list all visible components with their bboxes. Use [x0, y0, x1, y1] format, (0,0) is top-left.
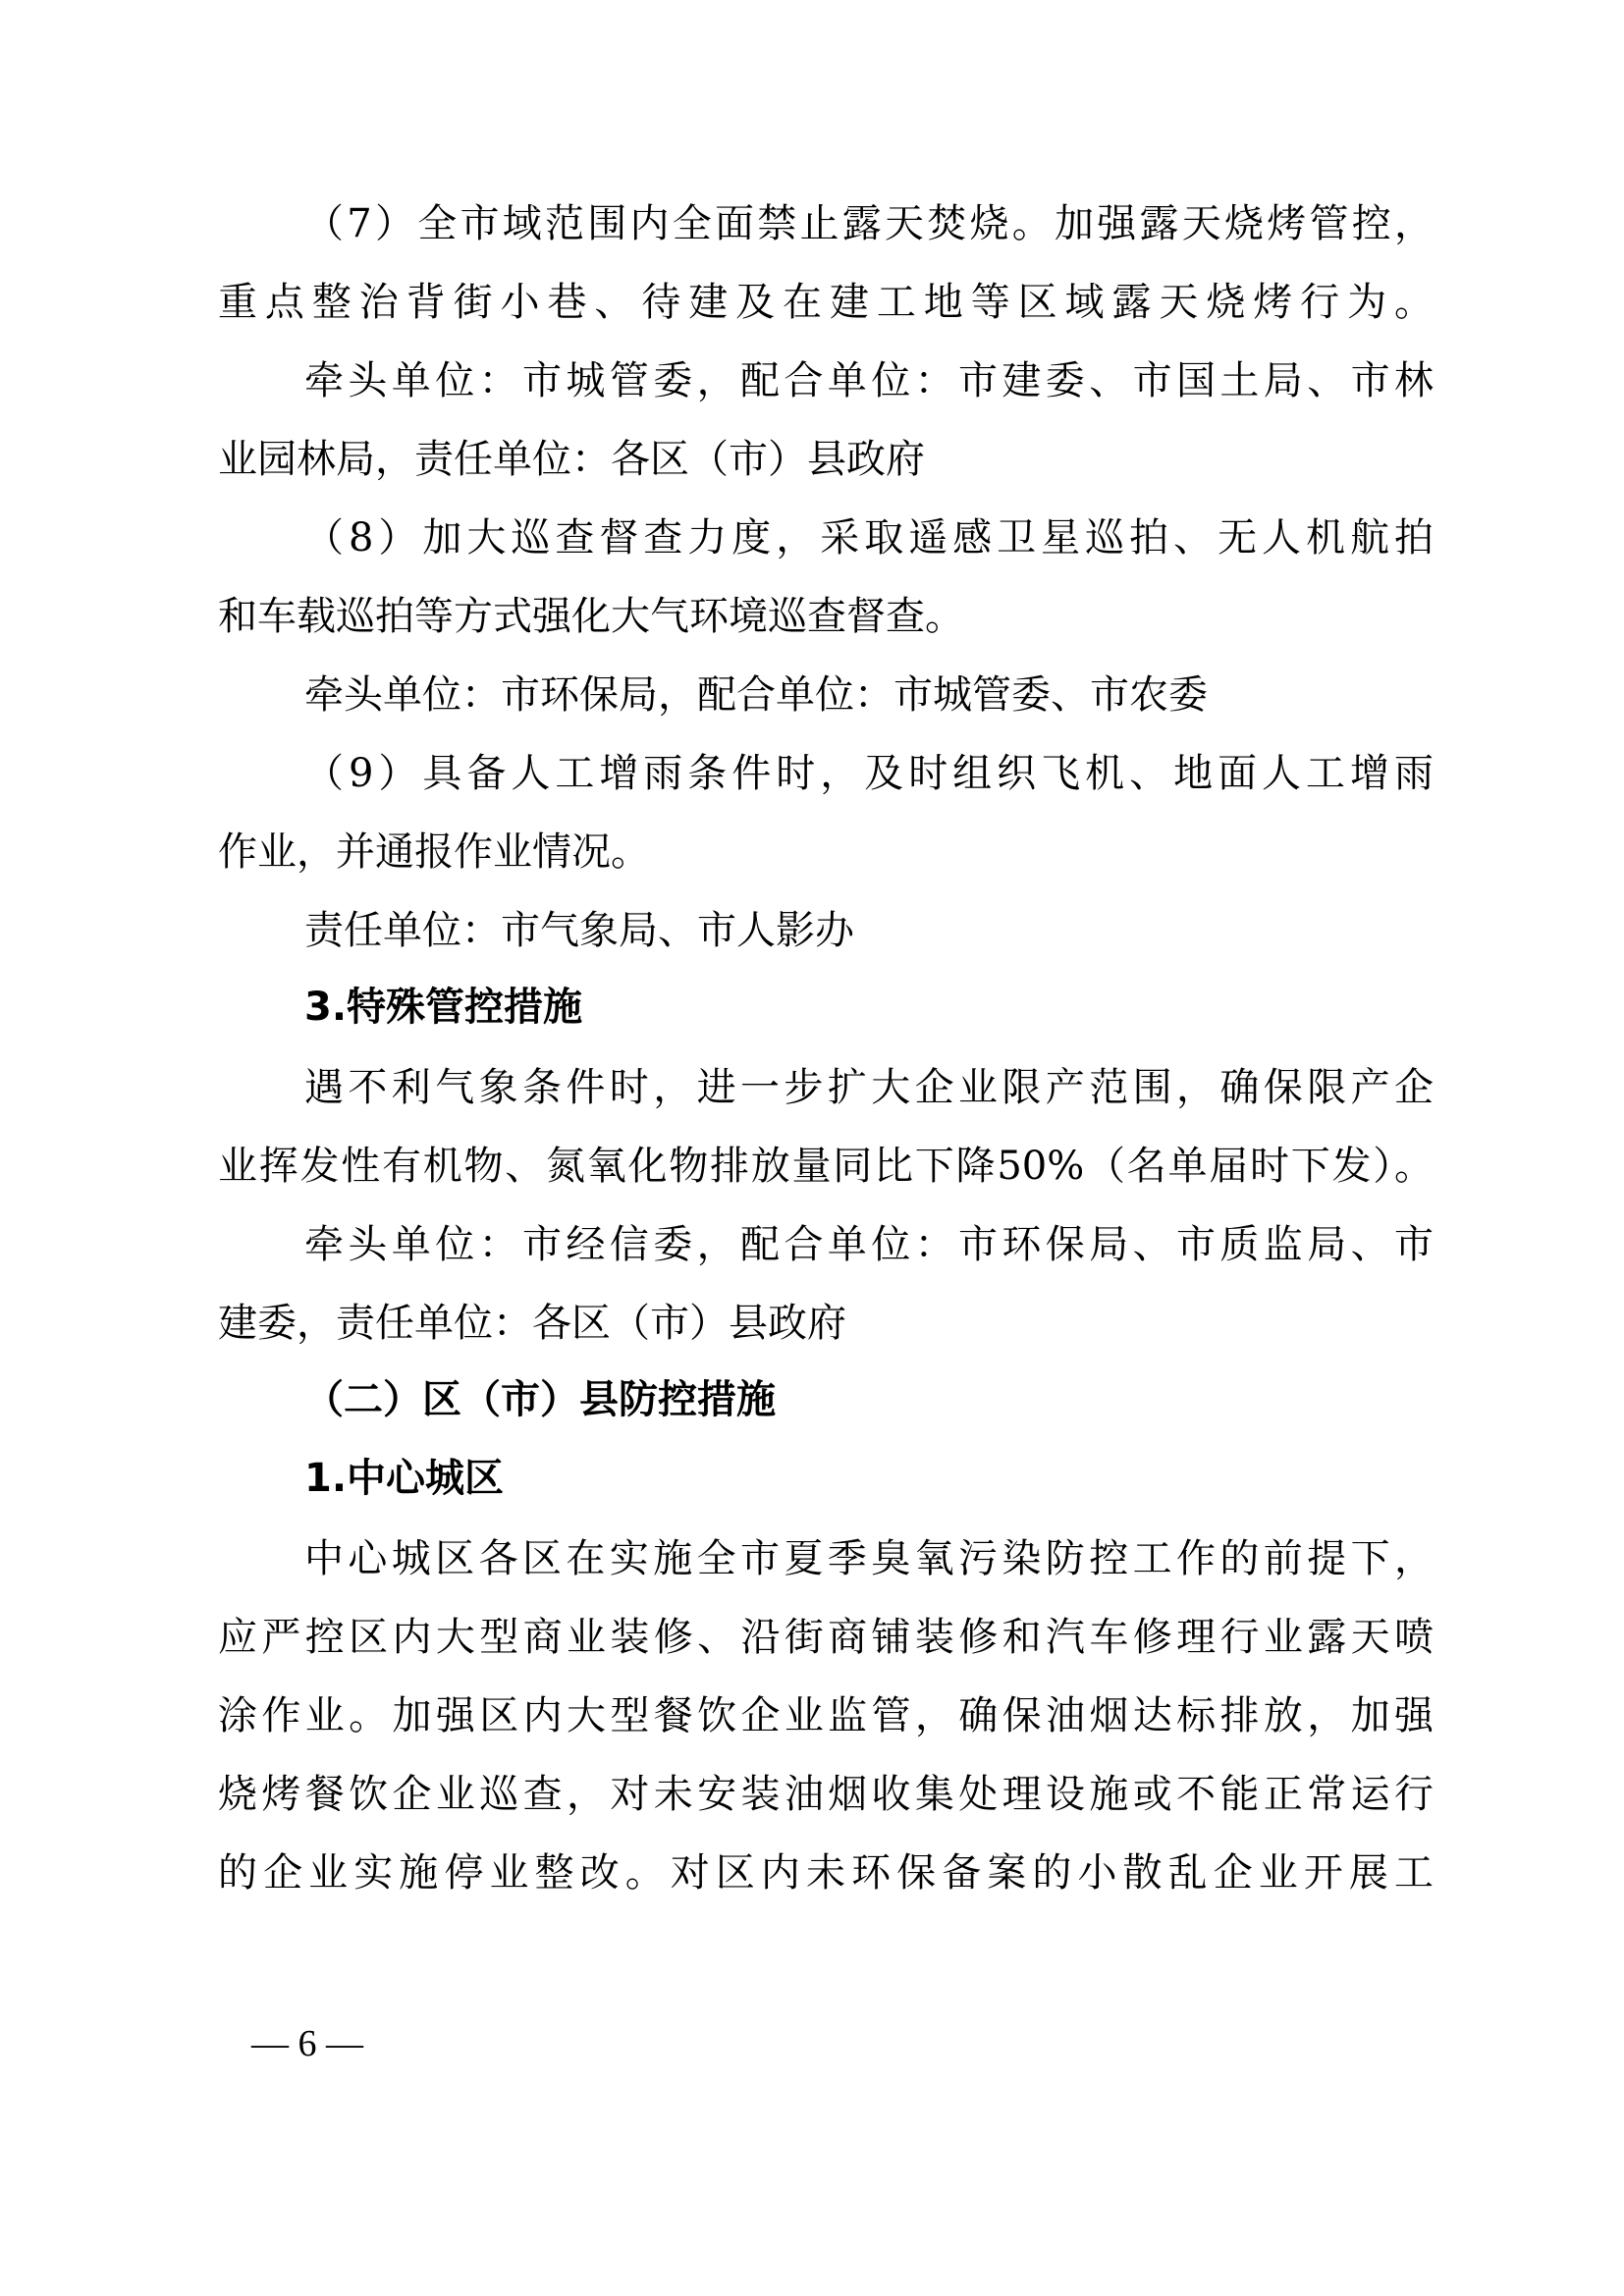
- paragraph-line: 牵头单位：市环保局，配合单位：市城管委、市农委: [304, 672, 1208, 718]
- paragraph-line: 业园林局，责任单位：各区（市）县政府: [218, 437, 925, 482]
- paragraph-line: 涂作业。加强区内大型餐饮企业监管，确保油烟达标排放，加强: [218, 1693, 1434, 1738]
- section-heading: 3.特殊管控措施: [304, 985, 583, 1030]
- paragraph-line: 应严控区内大型商业装修、沿街商铺装修和汽车修理行业露天喷: [218, 1615, 1434, 1660]
- paragraph-line: 作业，并通报作业情况。: [218, 829, 650, 875]
- paragraph-line: 牵头单位：市城管委，配合单位：市建委、市国土局、市林: [304, 358, 1434, 403]
- paragraph-line: （9）具备人工增雨条件时，及时组织飞机、地面人工增雨: [304, 751, 1434, 796]
- paragraph-line: 建委，责任单位：各区（市）县政府: [218, 1301, 846, 1346]
- paragraph-line: 中心城区各区在实施全市夏季臭氧污染防控工作的前提下，: [304, 1536, 1434, 1581]
- paragraph-line: 责任单位：市气象局、市人影办: [304, 908, 854, 953]
- section-heading: （二）区（市）县防控措施: [304, 1377, 776, 1422]
- paragraph-line: 牵头单位：市经信委，配合单位：市环保局、市质监局、市: [304, 1222, 1434, 1267]
- paragraph-line: 业挥发性有机物、氮氧化物排放量同比下降50%（名单届时下发）。: [218, 1144, 1434, 1189]
- paragraph-line: 遇不利气象条件时，进一步扩大企业限产范围，确保限产企: [304, 1065, 1434, 1110]
- paragraph-line: 和车载巡拍等方式强化大气环境巡查督查。: [218, 594, 964, 639]
- page-number: — 6 —: [251, 2023, 363, 2064]
- paragraph-line: （7）全市域范围内全面禁止露天焚烧。加强露天烧烤管控，: [304, 201, 1434, 246]
- paragraph-line: 重点整治背街小巷、待建及在建工地等区域露天烧烤行为。: [218, 280, 1434, 325]
- paragraph-line: 烧烤餐饮企业巡查，对未安装油烟收集处理设施或不能正常运行: [218, 1772, 1434, 1817]
- paragraph-line: 的企业实施停业整改。对区内未环保备案的小散乱企业开展工: [218, 1850, 1434, 1896]
- subsection-heading: 1.中心城区: [304, 1456, 505, 1501]
- paragraph-line: （8）加大巡查督查力度，采取遥感卫星巡拍、无人机航拍: [304, 515, 1434, 561]
